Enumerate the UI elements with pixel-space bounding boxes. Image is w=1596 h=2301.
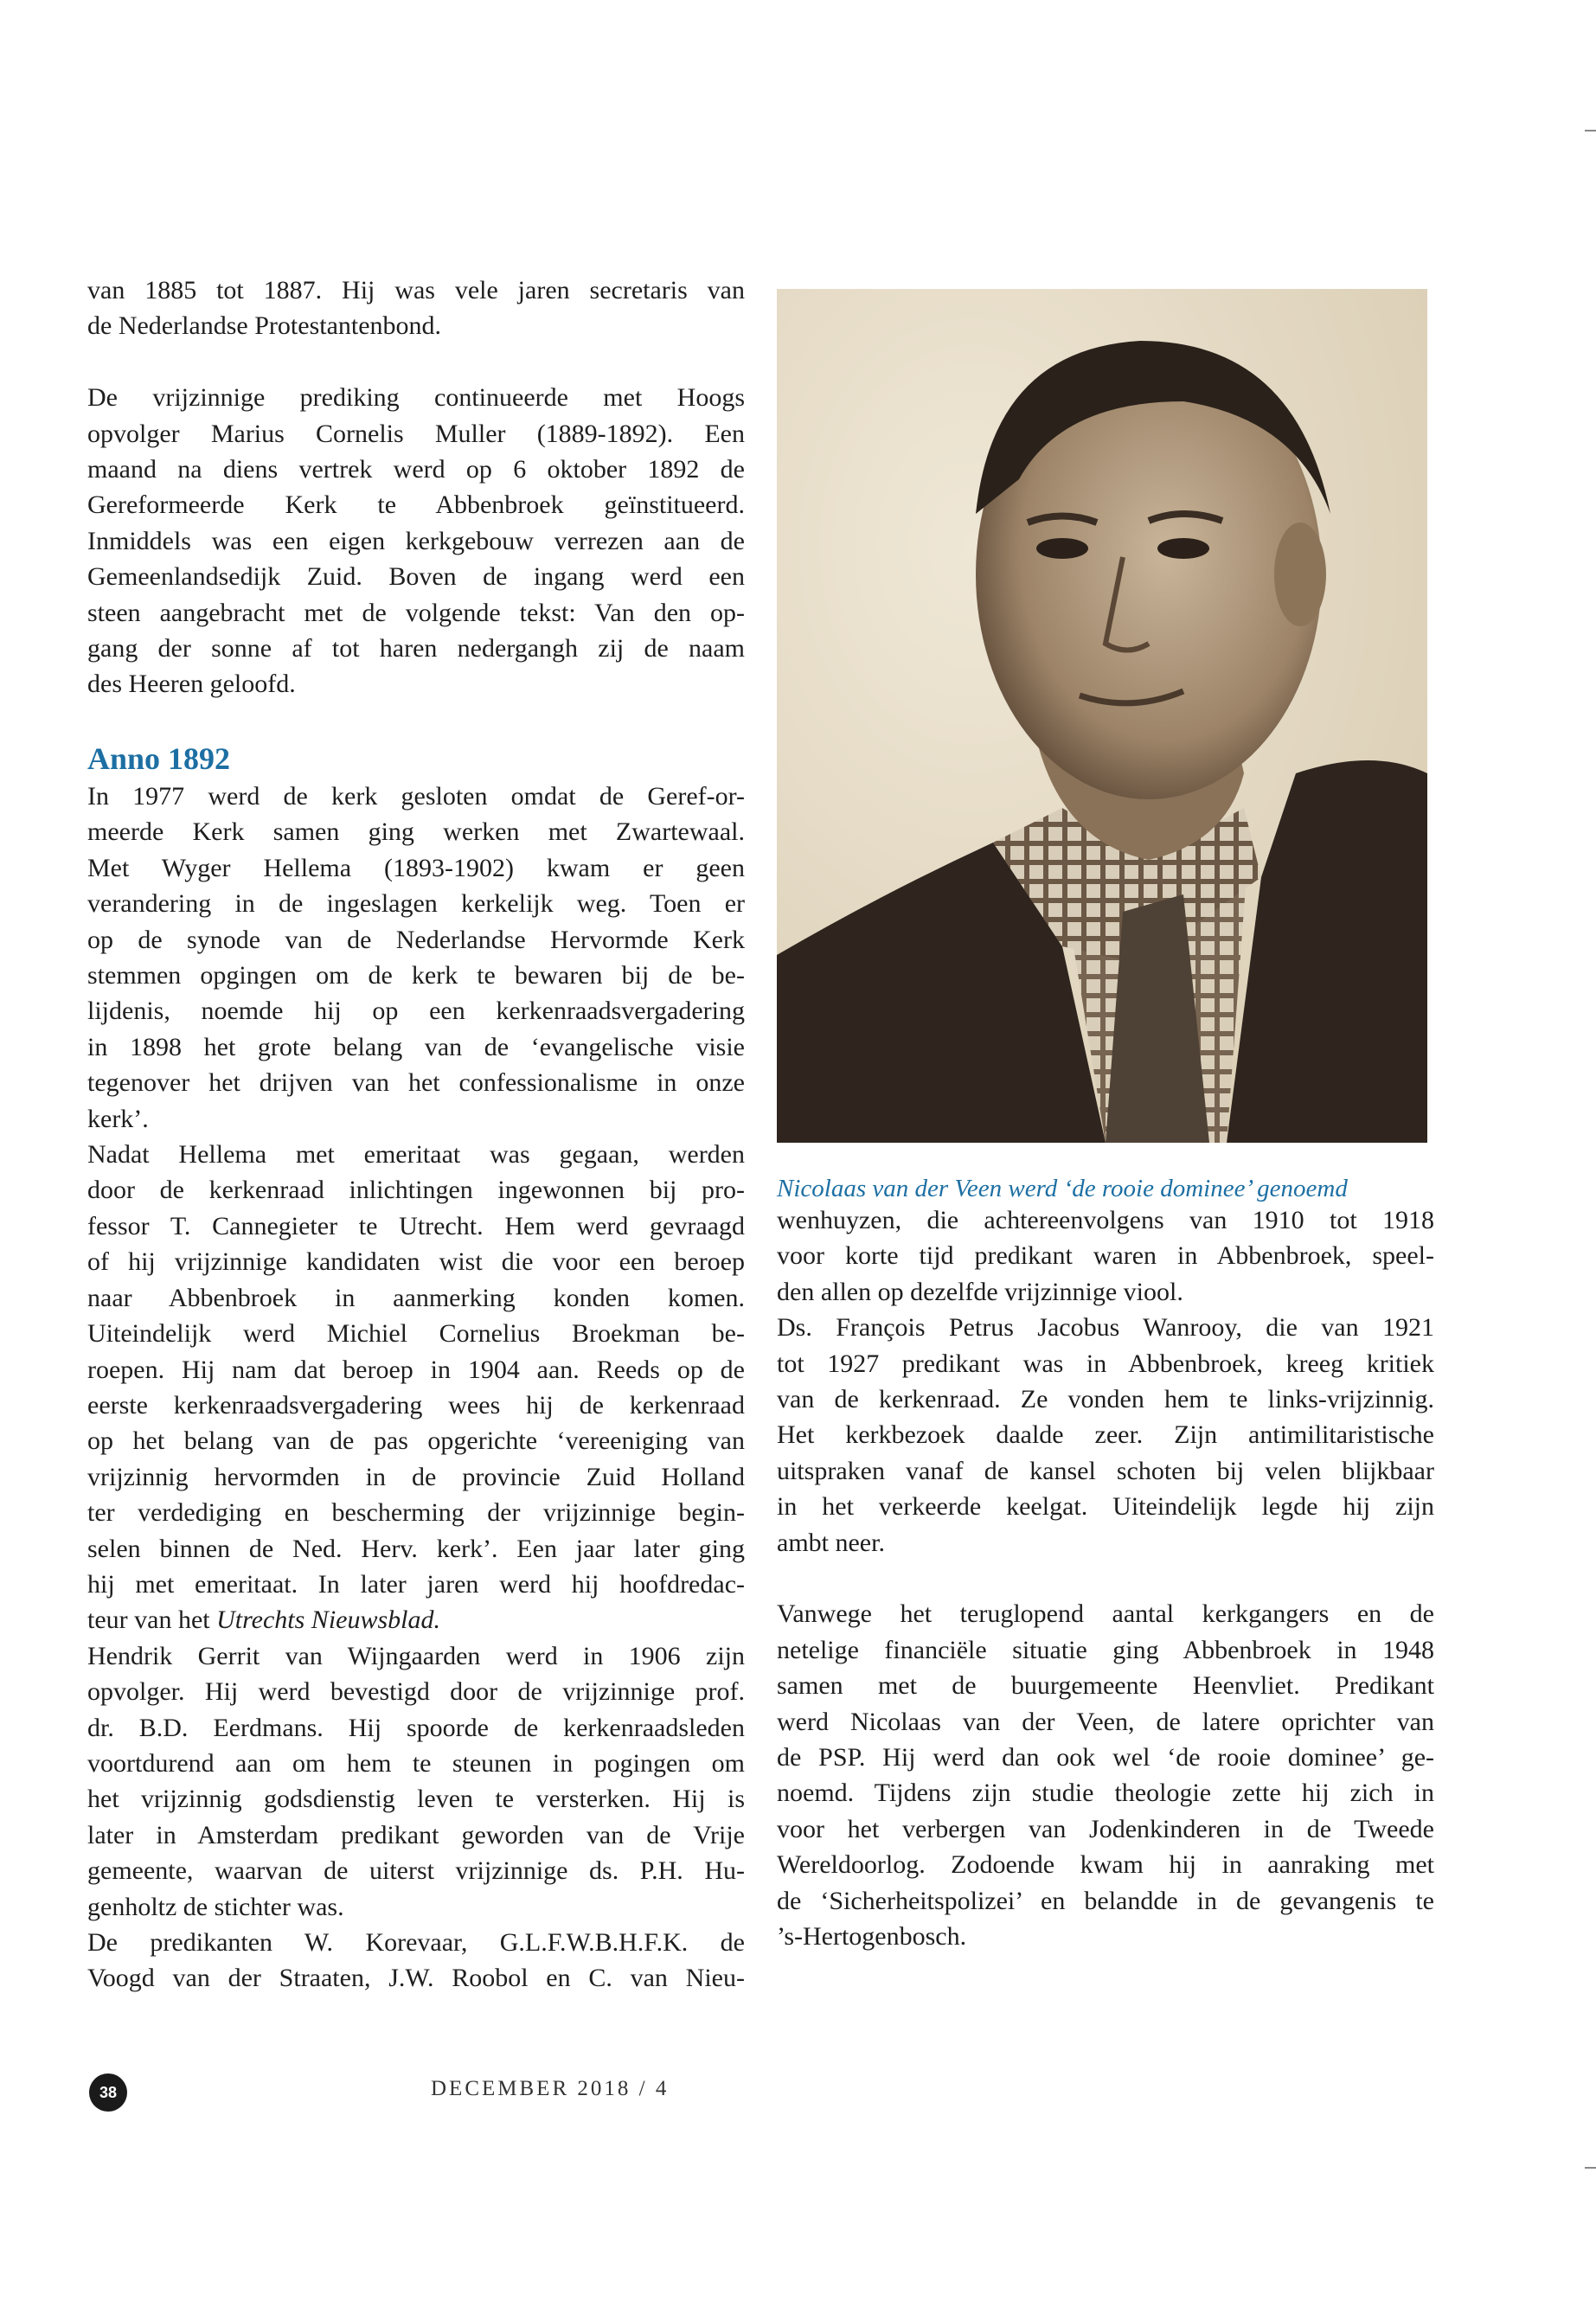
crop-mark-top (1585, 130, 1596, 131)
text-line: ’s-Hertogenbosch. (777, 1922, 967, 1952)
text-line: De vrijzinnige prediking continueerde met Hoogs (87, 383, 745, 413)
text-line: voortdurend aan om hem te steunen in pogingen om (87, 1748, 745, 1778)
paragraph-gap (87, 344, 745, 380)
text-line: wenhuyzen, die achtereenvolgens van 1910 tot 1918 (777, 1206, 1434, 1234)
text-line: netelige financiële situatie ging Abbenbroek in 1948 (777, 1635, 1434, 1664)
text-line: fessor T. Cannegieter te Utrecht. Hem werd gevraagd (87, 1211, 745, 1240)
section-heading: Anno 1892 (87, 741, 231, 776)
text-line: tot 1927 predikant was in Abbenbroek, kreeg kritiek (777, 1349, 1434, 1378)
text-line: opvolger. Hij werd bevestigd door de vrijzinnige prof. (87, 1677, 745, 1707)
text-line: Uiteindelijk werd Michiel Cornelius Broekman be- (87, 1319, 745, 1349)
paragraph-gap (777, 1561, 1434, 1596)
text-line: Wereldoorlog. Zodoende kwam hij in aanraking met (777, 1850, 1434, 1880)
text-line: Gemeenlandsedijk Zuid. Boven de ingang werd een (87, 562, 745, 592)
text-line: ambt neer. (777, 1528, 885, 1557)
text-line: voor korte tijd predikant waren in Abbenbroek, speel- (777, 1241, 1434, 1271)
newspaper-name: Utrechts Nieuwsblad. (216, 1606, 440, 1635)
text-line: verandering in de ingeslagen kerkelijk weg. Toen er (87, 889, 745, 919)
text-line: Hendrik Gerrit van Wijngaarden werd in 1906 zijn (87, 1641, 745, 1670)
text-line: In 1977 werd de kerk gesloten omdat de Geref-or- (87, 782, 745, 811)
text-line: De predikanten W. Korevaar, G.L.F.W.B.H.F.K. de (87, 1928, 745, 1957)
text-line: door de kerkenraad inlichtingen ingewonnen bij pro- (87, 1176, 745, 1205)
text-line: van 1885 tot 1887. Hij was vele jaren secretaris van (87, 276, 745, 304)
text-line: in 1898 het grote belang van de ‘evangelische visie (87, 1032, 745, 1061)
text-line: in het verkeerde keelgat. Uiteindelijk legde hij zijn (777, 1492, 1434, 1522)
text-line: Nadat Hellema met emeritaat was gegaan, werden (87, 1140, 745, 1170)
text-line: Gereformeerde Kerk te Abbenbroek geïnstitueerd. (87, 490, 745, 520)
text-line: Ds. François Petrus Jacobus Wanrooy, die van 1921 (777, 1313, 1434, 1343)
text-line: Met Wyger Hellema (1893-1902) kwam er geen (87, 853, 745, 882)
text-fragment: teur van het (87, 1606, 217, 1635)
text-line: roepen. Hij nam dat beroep in 1904 aan. Reeds op de (87, 1355, 745, 1384)
left-column-main (87, 779, 745, 1997)
text-line: Vanwege het teruglopend aantal kerkgangers en de (777, 1599, 1434, 1629)
text-line: Voogd van der Straaten, J.W. Roobol en C. van Nieu- (87, 1964, 745, 1993)
text-line: des Heeren geloofd. (87, 670, 296, 699)
text-line: meerde Kerk samen ging werken met Zwartewaal. (87, 817, 745, 847)
text-line: hij met emeritaat. In later jaren werd hij hoofdredac- (87, 1569, 745, 1599)
text-line: lijdenis, noemde hij op een kerkenraadsvergadering (87, 997, 745, 1026)
page-number-badge: 38 (89, 2073, 127, 2112)
text-line: voor het verbergen van Jodenkinderen in de Tweede (777, 1814, 1434, 1843)
portrait-illustration (777, 289, 1427, 1143)
text-line: gemeente, waarvan de uiterst vrijzinnige ds. P.H. Hu- (87, 1856, 745, 1886)
text-line: maand na diens vertrek werd op 6 oktober 1892 de (87, 455, 745, 484)
text-line: ter verdediging en bescherming der vrijzinnige begin- (87, 1498, 745, 1528)
text-line: uitspraken vanaf de kansel schoten bij velen blijkbaar (777, 1456, 1434, 1485)
text-line: vrijzinnig hervormden in de provincie Zuid Holland (87, 1462, 745, 1491)
text-line: naar Abbenbroek in aanmerking konden komen. (87, 1283, 745, 1312)
text-line: samen met de buurgemeente Heenvliet. Predikant (777, 1671, 1434, 1701)
left-column-top (87, 272, 745, 702)
text-line: gang der sonne af tot haren nedergangh zij de naam (87, 634, 745, 663)
crop-mark-bottom (1585, 2167, 1596, 2169)
text-line: werd Nicolaas van der Veen, de latere oprichter van (777, 1707, 1434, 1736)
text-line: Het kerkbezoek daalde zeer. Zijn antimilitaristische (777, 1420, 1434, 1450)
text-line: genholtz de stichter was. (87, 1892, 344, 1921)
text-line: eerste kerkenraadsvergadering wees hij de kerkenraad (87, 1390, 745, 1420)
text-line: op de synode van de Nederlandse Hervormde Kerk (87, 925, 745, 954)
text-line: steen aangebracht met de volgende tekst: Van den op- (87, 598, 745, 627)
text-line: stemmen opgingen om de kerk te bewaren bij de be- (87, 961, 745, 990)
text-line: van de kerkenraad. Ze vonden hem te links-vrijzinnig. (777, 1385, 1434, 1414)
text-line: of hij vrijzinnige kandidaten wist die voor een beroep (87, 1247, 745, 1277)
text-line: den allen op dezelfde vrijzinnige viool. (777, 1277, 1183, 1306)
text-line (87, 1602, 745, 1638)
photo-caption: Nicolaas van der Veen werd ‘de rooie dominee’ genoemd (777, 1175, 1348, 1202)
text-line: later in Amsterdam predikant geworden van de Vrije (87, 1820, 745, 1849)
footer-issue: DECEMBER 2018 / 4 (431, 2077, 670, 2100)
text-line: Inmiddels was een eigen kerkgebouw verrezen aan de (87, 526, 745, 555)
text-line: dr. B.D. Eerdmans. Hij spoorde de kerkenraadsleden (87, 1713, 745, 1742)
text-line: op het belang van de pas opgerichte ‘vereeniging van (87, 1426, 745, 1456)
text-line: de ‘Sicherheitspolizei’ en belandde in de gevangenis te (777, 1886, 1434, 1915)
text-line: opvolger Marius Cornelis Muller (1889-1892). Een (87, 419, 745, 448)
text-line: noemd. Tijdens zijn studie theologie zette hij zich in (777, 1779, 1434, 1808)
text-line: kerk’. (87, 1104, 149, 1133)
right-column (777, 1202, 1434, 1955)
portrait-photo (777, 289, 1427, 1143)
text-line: de PSP. Hij werd dan ook wel ‘de rooie dominee’ ge- (777, 1743, 1434, 1772)
text-line: de Nederlandse Protestantenbond. (87, 311, 442, 341)
text-line: tegenover het drijven van het confessionalisme in onze (87, 1068, 745, 1098)
text-line: selen binnen de Ned. Herv. kerk’. Een jaar later ging (87, 1534, 745, 1563)
text-line: het vrijzinnig godsdienstig leven te versterken. Hij is (87, 1785, 745, 1814)
